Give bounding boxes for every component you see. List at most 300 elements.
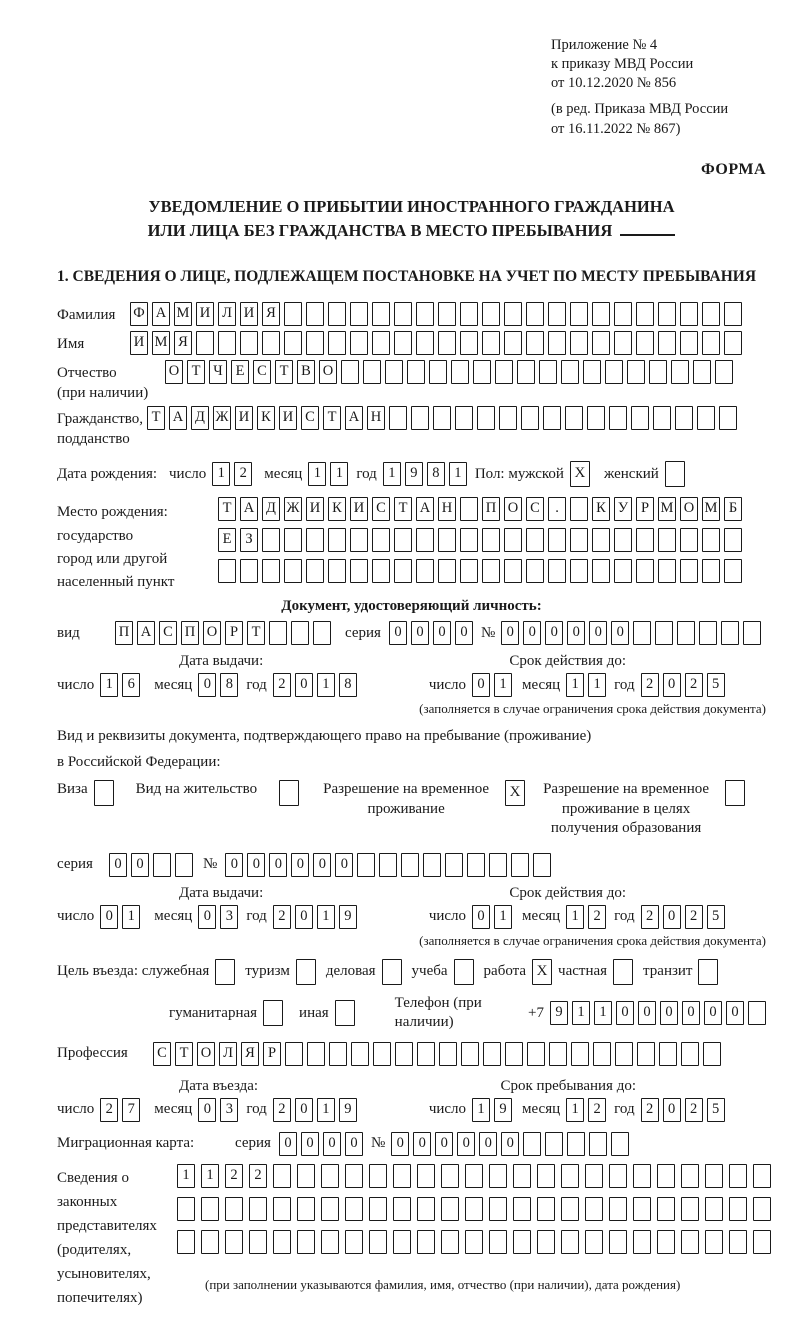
patronymic-field-cell[interactable]: С [253,360,271,384]
birthplace-field-row3-cell[interactable] [680,559,698,583]
entry-year-cell[interactable]: 2 [273,1098,291,1122]
doc-number-field-cell[interactable] [633,621,651,645]
entry-day-cell[interactable]: 2 [100,1098,118,1122]
birthplace-field-row2-cell[interactable]: Е [218,528,236,552]
stay-until-month-cell[interactable]: 1 [566,1098,584,1122]
birthplace-field-row1-cell[interactable]: С [372,497,390,521]
stay-doc-number-field-cell[interactable] [445,853,463,877]
profession-field-cell[interactable] [373,1042,391,1066]
representatives-field-row3-cell[interactable] [465,1230,483,1254]
birthplace-field-row3-cell[interactable] [350,559,368,583]
birthplace-field-row2-cell[interactable] [592,528,610,552]
stay-expiry-month-cell[interactable]: 2 [588,905,606,929]
representatives-field-row2-cell[interactable] [537,1197,555,1221]
name-field-cell[interactable] [196,331,214,355]
representatives-field-row2-cell[interactable] [633,1197,651,1221]
name-field-cell[interactable] [460,331,478,355]
birthplace-field-row2-cell[interactable] [680,528,698,552]
representatives-field-row1-cell[interactable] [393,1164,411,1188]
birth-year-field-cell[interactable]: 9 [405,462,423,486]
surname-field-cell[interactable]: М [174,302,192,326]
representatives-field-row1-cell[interactable] [441,1164,459,1188]
migration-card-series-field-cell[interactable]: 0 [301,1132,319,1156]
stay-until-year-cell[interactable]: 0 [663,1098,681,1122]
patronymic-field-cell[interactable] [495,360,513,384]
representatives-field-row3-cell[interactable] [417,1230,435,1254]
birthplace-field-row3-cell[interactable] [636,559,654,583]
birthplace-field-row3-cell[interactable] [614,559,632,583]
representatives-field-row2-cell[interactable] [345,1197,363,1221]
profession-field-cell[interactable] [285,1042,303,1066]
birth-year-field-cell[interactable]: 1 [449,462,467,486]
birthplace-field-row3-cell[interactable] [394,559,412,583]
doc-type-field-cell[interactable]: А [137,621,155,645]
profession-field-cell[interactable]: С [153,1042,171,1066]
id-expiry-month-cell[interactable]: 1 [588,673,606,697]
representatives-field-row2-cell[interactable] [681,1197,699,1221]
citizenship-field-cell[interactable] [521,406,539,430]
representatives-field-row3-cell[interactable] [657,1230,675,1254]
birthplace-field-row2-cell[interactable] [262,528,280,552]
stay-doc-number-field-cell[interactable]: 0 [269,853,287,877]
citizenship-field-cell[interactable] [389,406,407,430]
birthplace-field-row3-cell[interactable] [284,559,302,583]
surname-field-cell[interactable] [614,302,632,326]
birthplace-field-row1-cell[interactable]: П [482,497,500,521]
profession-field-cell[interactable]: Л [219,1042,237,1066]
phone-field-cell[interactable]: 0 [616,1001,634,1025]
migration-card-number-field-cell[interactable]: 0 [457,1132,475,1156]
surname-field-cell[interactable] [460,302,478,326]
name-field-cell[interactable] [702,331,720,355]
patronymic-field-cell[interactable] [715,360,733,384]
stay-issue-year-cell[interactable]: 9 [339,905,357,929]
birthplace-field-row3-cell[interactable] [262,559,280,583]
patronymic-field-cell[interactable] [693,360,711,384]
citizenship-field-cell[interactable] [499,406,517,430]
phone-field-cell[interactable]: 0 [682,1001,700,1025]
birthplace-field-row1-cell[interactable]: О [504,497,522,521]
stay-doc-series-field-cell[interactable]: 0 [109,853,127,877]
stay-doc-number-field-cell[interactable] [533,853,551,877]
citizenship-field-cell[interactable] [675,406,693,430]
purpose-private-checkbox-cell[interactable] [613,959,633,985]
representatives-field-row2-cell[interactable] [465,1197,483,1221]
stay-expiry-day-cell[interactable]: 1 [494,905,512,929]
doc-number-field-cell[interactable] [655,621,673,645]
citizenship-field-cell[interactable]: А [169,406,187,430]
purpose-study-checkbox-cell[interactable] [454,959,474,985]
name-field-cell[interactable] [482,331,500,355]
representatives-field-row2-cell[interactable] [585,1197,603,1221]
id-expiry-day-cell[interactable]: 1 [494,673,512,697]
stay-doc-number-field-cell[interactable] [489,853,507,877]
doc-number-field-cell[interactable] [743,621,761,645]
stay-issue-year-cell[interactable]: 1 [317,905,335,929]
citizenship-field-cell[interactable] [477,406,495,430]
visa-checkbox-cell[interactable] [94,780,114,806]
representatives-field-row2-cell[interactable] [369,1197,387,1221]
citizenship-field-cell[interactable]: Н [367,406,385,430]
surname-field-cell[interactable] [702,302,720,326]
representatives-field-row3-cell[interactable] [729,1230,747,1254]
citizenship-field-cell[interactable] [631,406,649,430]
surname-field-cell[interactable]: Я [262,302,280,326]
purpose-official-checkbox-cell[interactable] [215,959,235,985]
birth-year-field-cell[interactable]: 1 [383,462,401,486]
birthplace-field-row3-cell[interactable] [438,559,456,583]
birthplace-field-row3-cell[interactable] [724,559,742,583]
representatives-field-row2-cell[interactable] [657,1197,675,1221]
representatives-field-row2-cell[interactable] [609,1197,627,1221]
representatives-field-row2-cell[interactable] [225,1197,243,1221]
birthplace-field-row2-cell[interactable] [724,528,742,552]
phone-field-cell[interactable]: 0 [726,1001,744,1025]
sex-female-checkbox-cell[interactable] [665,461,685,487]
birthplace-field-row2-cell[interactable] [350,528,368,552]
patronymic-field-cell[interactable] [649,360,667,384]
representatives-field-row1-cell[interactable] [729,1164,747,1188]
name-field-cell[interactable] [548,331,566,355]
doc-type-field-cell[interactable]: С [159,621,177,645]
phone-field-cell[interactable]: 0 [638,1001,656,1025]
birthplace-field-row3-cell[interactable] [328,559,346,583]
birthplace-field-row2-cell[interactable]: З [240,528,258,552]
representatives-field-row3-cell[interactable] [177,1230,195,1254]
profession-field-cell[interactable] [505,1042,523,1066]
residence-permit-checkbox-cell[interactable] [279,780,299,806]
profession-field-cell[interactable] [527,1042,545,1066]
representatives-field-row3-cell[interactable] [321,1230,339,1254]
representatives-field-row2-cell[interactable] [201,1197,219,1221]
representatives-field-row1-cell[interactable] [681,1164,699,1188]
name-field-cell[interactable] [240,331,258,355]
representatives-field-row3-cell[interactable] [225,1230,243,1254]
stay-issue-year-cell[interactable]: 0 [295,905,313,929]
stay-doc-number-field-cell[interactable] [511,853,529,877]
surname-field-cell[interactable] [680,302,698,326]
surname-field-cell[interactable] [350,302,368,326]
stay-until-year-cell[interactable]: 2 [685,1098,703,1122]
representatives-field-row2-cell[interactable] [321,1197,339,1221]
entry-day-cell[interactable]: 7 [122,1098,140,1122]
representatives-field-row3-cell[interactable] [297,1230,315,1254]
doc-series-field-cell[interactable]: 0 [433,621,451,645]
patronymic-field-cell[interactable]: В [297,360,315,384]
id-expiry-year-cell[interactable]: 2 [685,673,703,697]
purpose-work-checkbox-cell[interactable]: X [532,959,552,985]
entry-year-cell[interactable]: 1 [317,1098,335,1122]
representatives-field-row3-cell[interactable] [369,1230,387,1254]
birthplace-field-row1-cell[interactable] [460,497,478,521]
patronymic-field-cell[interactable]: Е [231,360,249,384]
representatives-field-row3-cell[interactable] [513,1230,531,1254]
id-issue-year-cell[interactable]: 1 [317,673,335,697]
id-issue-year-cell[interactable]: 2 [273,673,291,697]
surname-field-cell[interactable]: Ф [130,302,148,326]
name-field-cell[interactable] [262,331,280,355]
birthplace-field-row2-cell[interactable] [460,528,478,552]
citizenship-field-cell[interactable]: К [257,406,275,430]
id-issue-month-cell[interactable]: 8 [220,673,238,697]
doc-number-field-cell[interactable]: 0 [545,621,563,645]
citizenship-field-cell[interactable]: Д [191,406,209,430]
id-expiry-day-cell[interactable]: 0 [472,673,490,697]
profession-field-cell[interactable] [351,1042,369,1066]
rvp-edu-checkbox-cell[interactable] [725,780,745,806]
stay-until-year-cell[interactable]: 5 [707,1098,725,1122]
doc-number-field-cell[interactable] [721,621,739,645]
name-field-cell[interactable] [306,331,324,355]
surname-field-cell[interactable] [438,302,456,326]
citizenship-field-cell[interactable]: Т [323,406,341,430]
doc-number-field-cell[interactable] [677,621,695,645]
migration-card-series-field-cell[interactable]: 0 [323,1132,341,1156]
citizenship-field-cell[interactable]: И [279,406,297,430]
representatives-field-row3-cell[interactable] [537,1230,555,1254]
birthplace-field-row3-cell[interactable] [460,559,478,583]
birthplace-field-row1-cell[interactable]: М [658,497,676,521]
representatives-field-row3-cell[interactable] [441,1230,459,1254]
birthplace-field-row3-cell[interactable] [570,559,588,583]
representatives-field-row3-cell[interactable] [609,1230,627,1254]
representatives-field-row2-cell[interactable] [441,1197,459,1221]
patronymic-field-cell[interactable] [363,360,381,384]
migration-card-number-field-cell[interactable]: 0 [435,1132,453,1156]
id-expiry-month-cell[interactable]: 1 [566,673,584,697]
phone-field-cell[interactable] [748,1001,766,1025]
sex-male-checkbox-cell[interactable]: X [570,461,590,487]
citizenship-field-cell[interactable]: Ж [213,406,231,430]
birthplace-field-row1-cell[interactable]: Т [218,497,236,521]
migration-card-number-field-cell[interactable]: 0 [479,1132,497,1156]
representatives-field-row3-cell[interactable] [201,1230,219,1254]
representatives-field-row2-cell[interactable] [489,1197,507,1221]
birthplace-field-row3-cell[interactable] [592,559,610,583]
profession-field-cell[interactable] [659,1042,677,1066]
stay-expiry-year-cell[interactable]: 0 [663,905,681,929]
stay-doc-number-field-cell[interactable] [467,853,485,877]
doc-type-field-cell[interactable]: О [203,621,221,645]
id-expiry-year-cell[interactable]: 5 [707,673,725,697]
migration-card-number-field-cell[interactable] [589,1132,607,1156]
representatives-field-row1-cell[interactable] [297,1164,315,1188]
representatives-field-row3-cell[interactable] [249,1230,267,1254]
phone-field-cell[interactable]: 0 [704,1001,722,1025]
name-field-cell[interactable] [438,331,456,355]
representatives-field-row2-cell[interactable] [273,1197,291,1221]
representatives-field-row2-cell[interactable] [249,1197,267,1221]
birthplace-field-row3-cell[interactable] [526,559,544,583]
representatives-field-row2-cell[interactable] [417,1197,435,1221]
birthplace-field-row2-cell[interactable] [394,528,412,552]
surname-field-cell[interactable] [658,302,676,326]
birthplace-field-row2-cell[interactable] [570,528,588,552]
surname-field-cell[interactable] [394,302,412,326]
doc-number-field-cell[interactable] [699,621,717,645]
representatives-field-row1-cell[interactable] [489,1164,507,1188]
representatives-field-row3-cell[interactable] [753,1230,771,1254]
migration-card-number-field-cell[interactable] [545,1132,563,1156]
migration-card-series-field-cell[interactable]: 0 [279,1132,297,1156]
doc-series-field-cell[interactable]: 0 [455,621,473,645]
patronymic-field-cell[interactable] [451,360,469,384]
representatives-field-row1-cell[interactable] [513,1164,531,1188]
migration-card-number-field-cell[interactable]: 0 [501,1132,519,1156]
birthplace-field-row3-cell[interactable] [482,559,500,583]
citizenship-field-cell[interactable] [653,406,671,430]
birthplace-field-row1-cell[interactable]: С [526,497,544,521]
citizenship-field-cell[interactable]: С [301,406,319,430]
birthplace-field-row2-cell[interactable] [658,528,676,552]
stay-expiry-year-cell[interactable]: 5 [707,905,725,929]
patronymic-field-cell[interactable] [407,360,425,384]
doc-number-field-cell[interactable]: 0 [589,621,607,645]
representatives-field-row3-cell[interactable] [705,1230,723,1254]
name-field-cell[interactable] [394,331,412,355]
stay-issue-day-cell[interactable]: 1 [122,905,140,929]
name-field-cell[interactable] [416,331,434,355]
birthplace-field-row3-cell[interactable] [306,559,324,583]
representatives-field-row3-cell[interactable] [585,1230,603,1254]
purpose-humanitarian-checkbox-cell[interactable] [263,1000,283,1026]
birthplace-field-row2-cell[interactable] [702,528,720,552]
birth-day-field-cell[interactable]: 1 [212,462,230,486]
representatives-field-row1-cell[interactable] [753,1164,771,1188]
patronymic-field-cell[interactable] [561,360,579,384]
stay-doc-number-field-cell[interactable]: 0 [291,853,309,877]
representatives-field-row2-cell[interactable] [561,1197,579,1221]
stay-doc-number-field-cell[interactable] [379,853,397,877]
profession-field-cell[interactable]: Я [241,1042,259,1066]
id-issue-day-cell[interactable]: 6 [122,673,140,697]
entry-year-cell[interactable]: 9 [339,1098,357,1122]
birth-year-field-cell[interactable]: 8 [427,462,445,486]
citizenship-field-cell[interactable] [719,406,737,430]
stay-doc-series-field-cell[interactable] [175,853,193,877]
birthplace-field-row1-cell[interactable]: О [680,497,698,521]
surname-field-cell[interactable]: А [152,302,170,326]
birthplace-field-row2-cell[interactable] [416,528,434,552]
birthplace-field-row1-cell[interactable]: Б [724,497,742,521]
representatives-field-row1-cell[interactable] [633,1164,651,1188]
birthplace-field-row1-cell[interactable]: А [240,497,258,521]
stay-doc-number-field-cell[interactable]: 0 [335,853,353,877]
phone-field-cell[interactable]: 1 [594,1001,612,1025]
patronymic-field-cell[interactable] [539,360,557,384]
surname-field-cell[interactable] [526,302,544,326]
birthplace-field-row2-cell[interactable] [306,528,324,552]
patronymic-field-cell[interactable]: Т [187,360,205,384]
profession-field-cell[interactable] [703,1042,721,1066]
representatives-field-row3-cell[interactable] [345,1230,363,1254]
doc-number-field-cell[interactable]: 0 [567,621,585,645]
stay-doc-number-field-cell[interactable] [357,853,375,877]
doc-series-field-cell[interactable]: 0 [389,621,407,645]
surname-field-cell[interactable] [724,302,742,326]
name-field-cell[interactable] [570,331,588,355]
birthplace-field-row1-cell[interactable]: . [548,497,566,521]
representatives-field-row1-cell[interactable] [369,1164,387,1188]
migration-card-number-field-cell[interactable] [523,1132,541,1156]
representatives-field-row3-cell[interactable] [561,1230,579,1254]
citizenship-field-cell[interactable] [455,406,473,430]
profession-field-cell[interactable] [395,1042,413,1066]
surname-field-cell[interactable] [482,302,500,326]
patronymic-field-cell[interactable] [517,360,535,384]
birthplace-field-row2-cell[interactable] [372,528,390,552]
birth-month-field-cell[interactable]: 1 [330,462,348,486]
representatives-field-row1-cell[interactable]: 2 [225,1164,243,1188]
citizenship-field-cell[interactable] [565,406,583,430]
id-expiry-year-cell[interactable]: 0 [663,673,681,697]
name-field-cell[interactable] [218,331,236,355]
entry-month-cell[interactable]: 3 [220,1098,238,1122]
name-field-cell[interactable] [724,331,742,355]
representatives-field-row1-cell[interactable] [561,1164,579,1188]
surname-field-cell[interactable] [328,302,346,326]
citizenship-field-cell[interactable] [609,406,627,430]
name-field-cell[interactable] [526,331,544,355]
representatives-field-row2-cell[interactable] [729,1197,747,1221]
representatives-field-row2-cell[interactable] [705,1197,723,1221]
patronymic-field-cell[interactable] [627,360,645,384]
surname-field-cell[interactable] [306,302,324,326]
doc-series-field-cell[interactable]: 0 [411,621,429,645]
name-field-cell[interactable] [680,331,698,355]
birthplace-field-row2-cell[interactable] [482,528,500,552]
citizenship-field-cell[interactable]: А [345,406,363,430]
representatives-field-row2-cell[interactable] [753,1197,771,1221]
name-field-cell[interactable] [658,331,676,355]
birthplace-field-row3-cell[interactable] [504,559,522,583]
patronymic-field-cell[interactable] [473,360,491,384]
representatives-field-row1-cell[interactable] [345,1164,363,1188]
profession-field-cell[interactable] [681,1042,699,1066]
birthplace-field-row2-cell[interactable] [504,528,522,552]
name-field-cell[interactable] [614,331,632,355]
stay-expiry-day-cell[interactable]: 0 [472,905,490,929]
stay-issue-year-cell[interactable]: 2 [273,905,291,929]
surname-field-cell[interactable] [416,302,434,326]
representatives-field-row2-cell[interactable] [177,1197,195,1221]
name-field-cell[interactable] [592,331,610,355]
birthplace-field-row2-cell[interactable] [636,528,654,552]
birthplace-field-row3-cell[interactable] [372,559,390,583]
birthplace-field-row3-cell[interactable] [218,559,236,583]
name-field-cell[interactable] [284,331,302,355]
profession-field-cell[interactable] [571,1042,589,1066]
birthplace-field-row1-cell[interactable]: Д [262,497,280,521]
profession-field-cell[interactable] [549,1042,567,1066]
phone-field-cell[interactable]: 0 [660,1001,678,1025]
representatives-field-row1-cell[interactable]: 1 [177,1164,195,1188]
stay-expiry-month-cell[interactable]: 1 [566,905,584,929]
surname-field-cell[interactable] [372,302,390,326]
birthplace-field-row3-cell[interactable] [240,559,258,583]
patronymic-field-cell[interactable] [429,360,447,384]
citizenship-field-cell[interactable] [543,406,561,430]
rvp-checkbox-cell[interactable]: X [505,780,525,806]
surname-field-cell[interactable] [548,302,566,326]
doc-number-field-cell[interactable]: 0 [523,621,541,645]
id-expiry-year-cell[interactable]: 2 [641,673,659,697]
birthplace-field-row1-cell[interactable]: К [592,497,610,521]
stay-issue-month-cell[interactable]: 0 [198,905,216,929]
representatives-field-row3-cell[interactable] [273,1230,291,1254]
patronymic-field-cell[interactable]: Т [275,360,293,384]
doc-type-field-cell[interactable] [291,621,309,645]
